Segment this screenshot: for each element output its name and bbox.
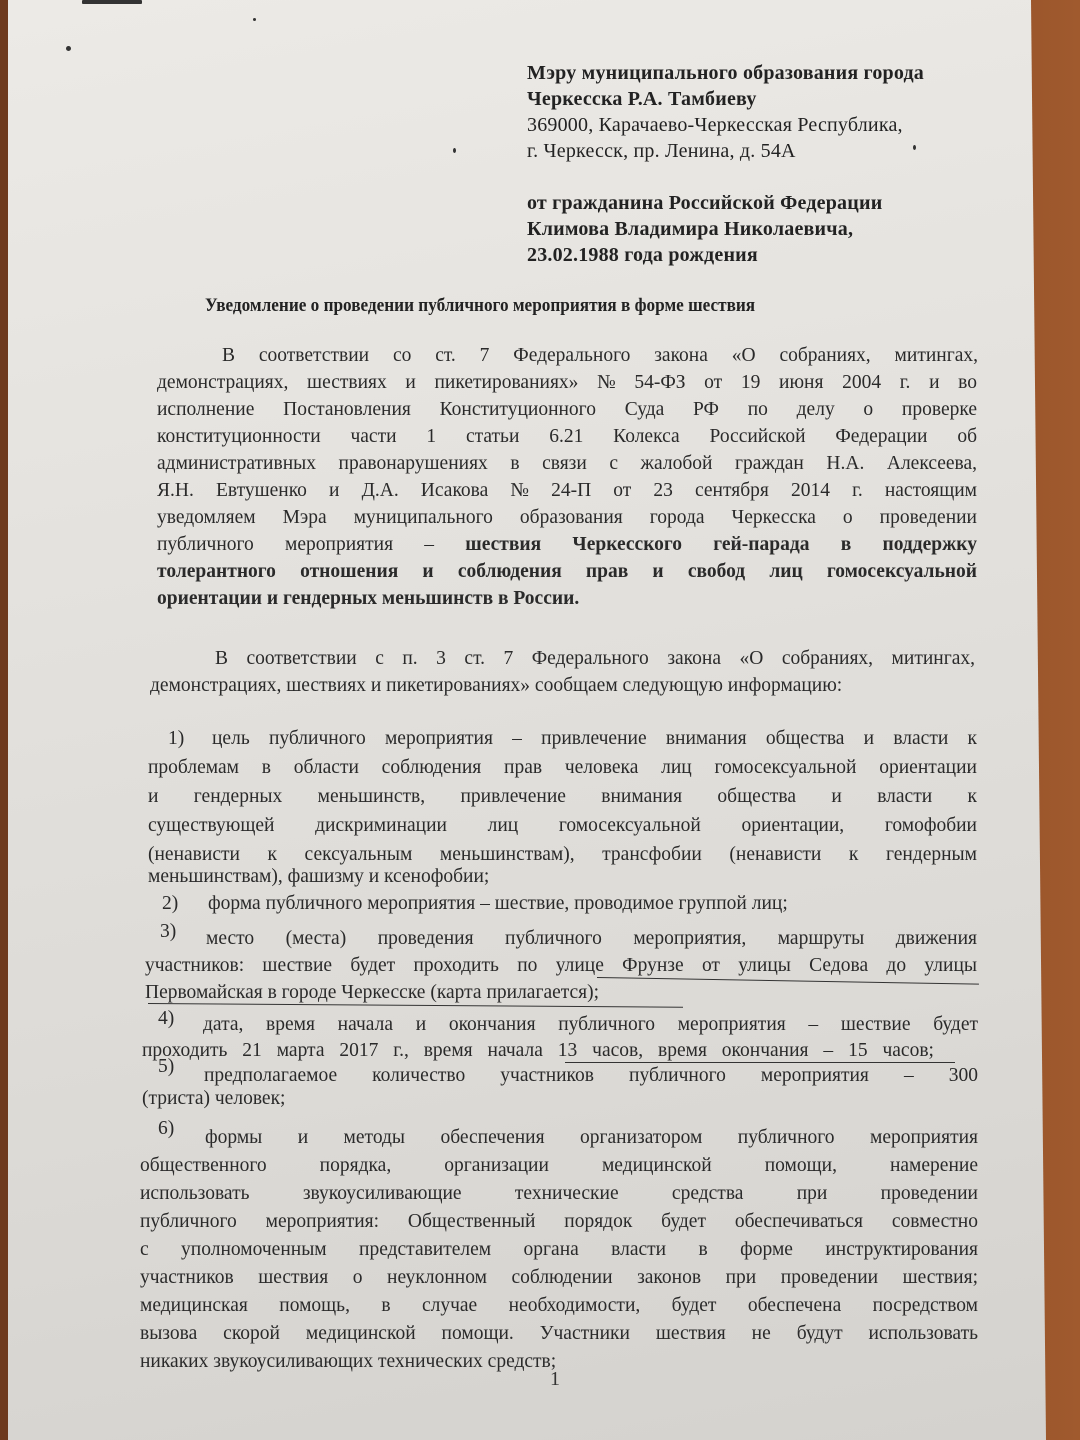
item-3-line-1: место (места) проведения публичного мероприятия, маршруты движения bbox=[206, 928, 977, 949]
top-mark bbox=[82, 0, 142, 4]
item-2-line-1: форма публичного мероприятия – шествие, проводимое группой лиц; bbox=[208, 893, 788, 914]
sender-line-2: Климова Владимира Николаевича, bbox=[527, 218, 854, 240]
addressee-line-3: 369000, Карачаево-Черкесская Республика, bbox=[527, 114, 903, 136]
paragraph-1-line-8-regular: публичного мероприятия – bbox=[157, 534, 466, 555]
paragraph-1-line-9: толерантного отношения и соблюдения прав и свобод лиц гомосексуальной bbox=[157, 561, 977, 582]
item-5-line-2: (триста) человек; bbox=[142, 1088, 286, 1109]
item-2-number: 2) bbox=[162, 893, 179, 914]
item-1-line-3: и гендерных меньшинств, привлечение внимания общества и власти к bbox=[148, 786, 977, 807]
item-1-line-4: существующей дискриминации лиц гомосексуальной ориентации, гомофобии bbox=[148, 815, 977, 836]
item-6-line-6: участников шествия о неуклонном соблюдении законов при проведении шествия; bbox=[140, 1267, 978, 1288]
paragraph-2-line-2: демонстрациях, шествиях и пикетированиях» сообщаем следующую информацию: bbox=[150, 675, 843, 696]
item-5-number: 5) bbox=[158, 1056, 175, 1077]
speck bbox=[66, 46, 71, 51]
item-6-number: 6) bbox=[158, 1118, 175, 1139]
speck bbox=[913, 145, 916, 150]
item-6-line-7: медицинская помощь, в случае необходимости, будет обеспечена посредством bbox=[140, 1295, 978, 1316]
addressee-line-2: Черкесска Р.А. Тамбиеву bbox=[527, 88, 757, 110]
item-6-line-3: использовать звукоусиливающие технические средства при проведении bbox=[140, 1183, 978, 1204]
paragraph-1-line-7: уведомляем Мэра муниципального образования города Черкесска о проведении bbox=[157, 507, 977, 528]
paragraph-1-line-8 bbox=[157, 531, 977, 559]
speck bbox=[453, 148, 456, 153]
item-1-line-1: цель публичного мероприятия – привлечение внимания общества и власти к bbox=[212, 728, 977, 749]
desk-edge-left bbox=[0, 0, 8, 1440]
item-4-number: 4) bbox=[158, 1008, 175, 1029]
page-number: 1 bbox=[550, 1368, 560, 1390]
sender-line-3: 23.02.1988 года рождения bbox=[527, 244, 758, 266]
item-3-line-3: Первомайская в городе Черкесске (карта прилагается); bbox=[145, 982, 600, 1003]
paragraph-1-line-1: В соответствии со ст. 7 Федерального закона «О собраниях, митингах, bbox=[222, 345, 978, 366]
item-6-line-4: публичного мероприятия: Общественный порядок будет обеспечиваться совместно bbox=[140, 1211, 978, 1232]
paragraph-1-line-3: исполнение Постановления Конституционного Суда РФ по делу о проверке bbox=[157, 399, 977, 420]
paragraph-2-line-1: В соответствии с п. 3 ст. 7 Федерального закона «О собраниях, митингах, bbox=[215, 648, 975, 669]
paragraph-1-line-8-bold: шествия Черкесского гей-парада в поддержку bbox=[465, 534, 977, 555]
item-1-line-5: (ненависти к сексуальным меньшинствам), трансфобии (ненависти к гендерным bbox=[148, 844, 977, 865]
item-1-line-2: проблемам в области соблюдения прав человека лиц гомосексуальной ориентации bbox=[148, 757, 977, 778]
paragraph-1-line-2: демонстрациях, шествиях и пикетированиях» № 54-ФЗ от 19 июня 2004 г. и во bbox=[157, 372, 977, 393]
item-1-line-6: меньшинствам), фашизму и ксенофобии; bbox=[148, 866, 490, 887]
paragraph-1-line-5: административных правонарушениях в связи с жалобой граждан Н.А. Алексеева, bbox=[157, 453, 977, 474]
paragraph-1-line-4: конституционности части 1 статьи 6.21 Колекса Российской Федерации об bbox=[157, 426, 977, 447]
sender-line-1: от гражданина Российской Федерации bbox=[527, 192, 883, 214]
item-6-line-9: никаких звукоусиливающих технических средств; bbox=[140, 1351, 557, 1372]
paragraph-1-line-6: Я.Н. Евтушенко и Д.А. Исакова № 24-П от 23 сентября 2014 г. настоящим bbox=[157, 480, 977, 501]
item-4-line-2: проходить 21 марта 2017 г., время начала 13 часов, время окончания – 15 часов; bbox=[142, 1040, 934, 1061]
item-4-line-1: дата, время начала и окончания публичного мероприятия – шествие будет bbox=[203, 1014, 978, 1035]
item-6-line-5: с уполномоченным представителем органа власти в форме инструктирования bbox=[140, 1239, 978, 1260]
document-title: Уведомление о проведении публичного мероприятия в форме шествия bbox=[205, 296, 756, 316]
item-5-line-1: предполагаемое количество участников публичного мероприятия – 300 bbox=[204, 1065, 978, 1086]
item-3-line-2: участников: шествие будет проходить по улице Фрунзе от улицы Седова до улицы bbox=[145, 955, 977, 976]
paragraph-1-line-10: ориентации и гендерных меньшинств в России. bbox=[157, 588, 580, 609]
speck bbox=[253, 18, 256, 21]
item-6-line-1: формы и методы обеспечения организатором публичного мероприятия bbox=[205, 1127, 978, 1148]
item-6-line-2: общественного порядка, организации медицинской помощи, намерение bbox=[140, 1155, 978, 1176]
addressee-line-4: г. Черкесск, пр. Ленина, д. 54А bbox=[527, 140, 796, 162]
item-3-number: 3) bbox=[160, 921, 177, 942]
item-1-number: 1) bbox=[168, 728, 185, 749]
addressee-line-1: Мэру муниципального образования города bbox=[527, 62, 925, 84]
item-6-line-8: вызова скорой медицинской помощи. Участники шествия не будут использовать bbox=[140, 1323, 978, 1344]
